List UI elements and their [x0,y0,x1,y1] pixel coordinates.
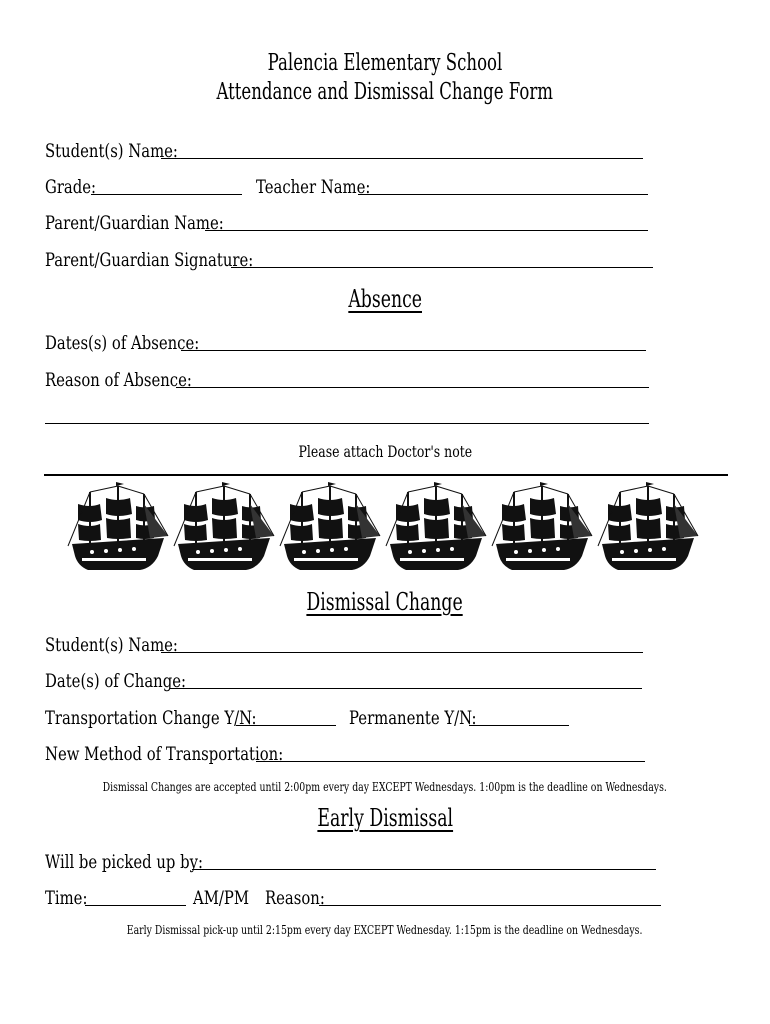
teacher-field[interactable] [358,194,648,195]
parent-name-field[interactable] [205,230,648,231]
grade-field[interactable] [91,194,242,195]
pirate-ship-icon [490,480,594,572]
dismissal-dates-field[interactable] [170,688,642,689]
early-dismissal-footnote: Early Dismissal pick-up until 2:15pm every day EXCEPT Wednesday. 1:15pm is the deadline on Wednesdays. [127,923,643,937]
transport-change-label: Transportation Change Y/N: [45,707,257,729]
new-method-field[interactable] [256,761,645,762]
pirate-ship-icon [384,480,488,572]
dismissal-change-footnote: Dismissal Changes are accepted until 2:00pm every day EXCEPT Wednesdays. 1:00pm is the deadline on Wednesdays. [102,780,668,794]
early-dismissal-heading: Early Dismissal [317,804,453,832]
absence-reason-field[interactable] [176,387,649,388]
dismissal-student-field[interactable] [161,652,643,653]
pirate-ship-icon [278,480,382,572]
absence-reason-label: Reason of Absence: [45,369,192,391]
parent-signature-label: Parent/Guardian Signature: [45,249,254,271]
pirate-ship-icon [66,480,170,572]
transport-change-field[interactable] [236,725,336,726]
permanent-field[interactable] [469,725,569,726]
form-title: Attendance and Dismissal Change Form [216,79,554,105]
time-field[interactable] [85,905,186,906]
grade-label: Grade: [45,176,97,198]
doctor-note-instruction: Please attach Doctor's note [298,442,472,461]
ship-decoration-row [66,480,706,572]
early-reason-label: Reason: [265,887,325,909]
parent-name-label: Parent/Guardian Name: [45,212,224,234]
new-method-label: New Method of Transportation: [45,743,284,765]
parent-signature-field[interactable] [231,267,653,268]
ampm-label: AM/PM [193,887,250,909]
dismissal-student-label: Student(s) Name: [45,634,178,656]
absence-dates-field[interactable] [181,350,646,351]
dismissal-change-heading: Dismissal Change [306,588,464,616]
student-name-label: Student(s) Name: [45,140,178,162]
pirate-ship-icon [596,480,700,572]
early-reason-field[interactable] [319,905,661,906]
time-label: Time: [45,887,88,909]
absence-reason-field-continued[interactable] [45,423,649,424]
pirate-ship-icon [172,480,276,572]
section-divider [44,474,728,476]
picked-up-label: Will be picked up by: [45,851,203,873]
picked-up-field[interactable] [192,869,656,870]
permanent-label: Permanente Y/N: [349,707,477,729]
teacher-label: Teacher Name: [256,176,371,198]
student-name-field[interactable] [161,158,643,159]
school-name: Palencia Elementary School [267,50,503,76]
absence-heading: Absence [348,285,422,313]
absence-dates-label: Dates(s) of Absence: [45,332,200,354]
dismissal-dates-label: Date(s) of Change: [45,670,186,692]
